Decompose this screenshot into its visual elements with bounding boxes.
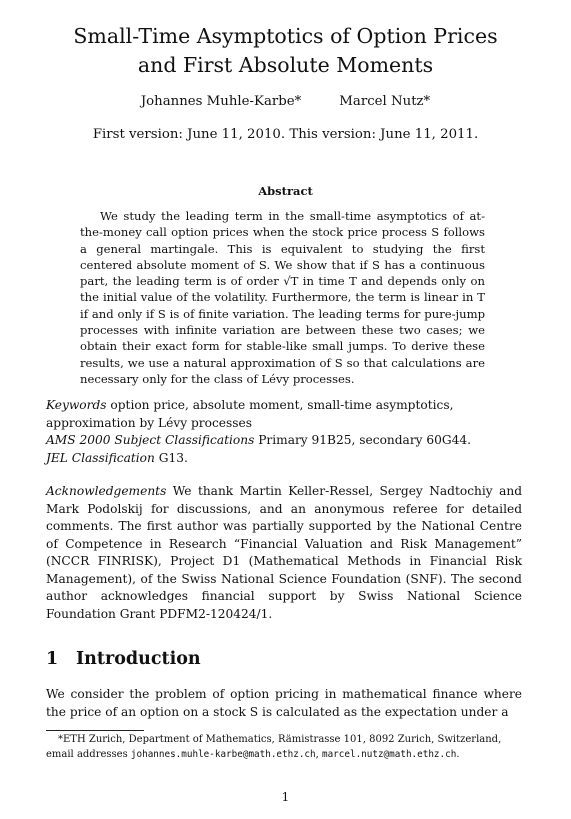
author-1: Johannes Muhle-Karbe*: [140, 94, 302, 109]
version-dates: First version: June 11, 2010. This version: June 11, 2011.: [92, 127, 479, 142]
section-heading: [46, 649, 201, 669]
email-separator: ,: [315, 749, 322, 760]
jel-label: JEL Classification: [46, 450, 155, 465]
acknowledgements: [46, 483, 522, 623]
intro-paragraph: We consider the problem of option pricing in mathematical finance where the price of an option on a stock S is calculated as the expectation under a: [46, 687, 522, 719]
jel-text: G13.: [158, 450, 188, 465]
ams-line: [46, 432, 522, 450]
keywords-block: [46, 397, 522, 467]
ams-label: AMS 2000 Subject Classifications: [46, 433, 255, 447]
paper-title: [0, 22, 571, 80]
footnote-text: *ETH Zurich, Department of Mathematics, Rämistrasse 101, 8092 Zurich, Switzerland, email addresses: [46, 734, 502, 760]
abstract-heading: Abstract: [258, 184, 313, 198]
footnote-rule: [46, 730, 144, 731]
authors: [0, 94, 571, 109]
section-number: 1: [46, 649, 59, 669]
title-line-1: Small-Time Asymptotics of Option Prices: [73, 24, 498, 48]
keywords-text: option price, absolute moment, small-time asymptotics, approximation by Lévy processes: [46, 398, 454, 430]
footnote: [46, 732, 522, 762]
author-2: Marcel Nutz*: [339, 94, 431, 109]
ack-label: Acknowledgements: [46, 484, 167, 498]
abstract-body: We study the leading term in the small-time asymptotics of at-the-money call option prices when the stock price process S follows a general martingale. This is equivalent to studying the first centered absolute moment of S. We show that if S has a continuous part, the leading term is of order √T in time T and depends only on the initial value of the volatility. Furthermore, the term is linear in T if and only if S is of finite variation. The leading terms for pure-jump processes with infinite variation are between these two cases; we obtain their exact form for stable-like small jumps. To derive these results, we use a natural approximation of S so that calculations are necessary only for the class of Lévy processes.: [80, 209, 485, 386]
email-end: .: [456, 749, 460, 760]
email-link-1[interactable]: johannes.muhle-karbe@math.ethz.ch: [130, 749, 316, 760]
ams-text: Primary 91B25, secondary 60G44.: [258, 433, 472, 447]
title-line-2: and First Absolute Moments: [137, 53, 434, 77]
section-title: Introduction: [76, 649, 201, 669]
keywords-label: Keywords: [46, 398, 107, 412]
keywords-line: [46, 397, 522, 432]
page-number: 1: [281, 790, 290, 804]
jel-line: [46, 450, 522, 468]
email-link-2[interactable]: marcel.nutz@math.ethz.ch: [321, 749, 457, 760]
ack-text: We thank Martin Keller-Ressel, Sergey Nadtochiy and Mark Podolskij for discussions, and an anonymous referee for detailed comments. The first author was partially supported by the National Centre of Competence in Research “Financial Valuation and Risk Management” (NCCR FINRISK), Project D1 (Mathematical Methods in Financial Risk Management), of the Swiss National Science Foundation (SNF). The second author acknowledges financial support by Swiss National Science Foundation Grant PDFM2-120424/1.: [46, 484, 523, 621]
